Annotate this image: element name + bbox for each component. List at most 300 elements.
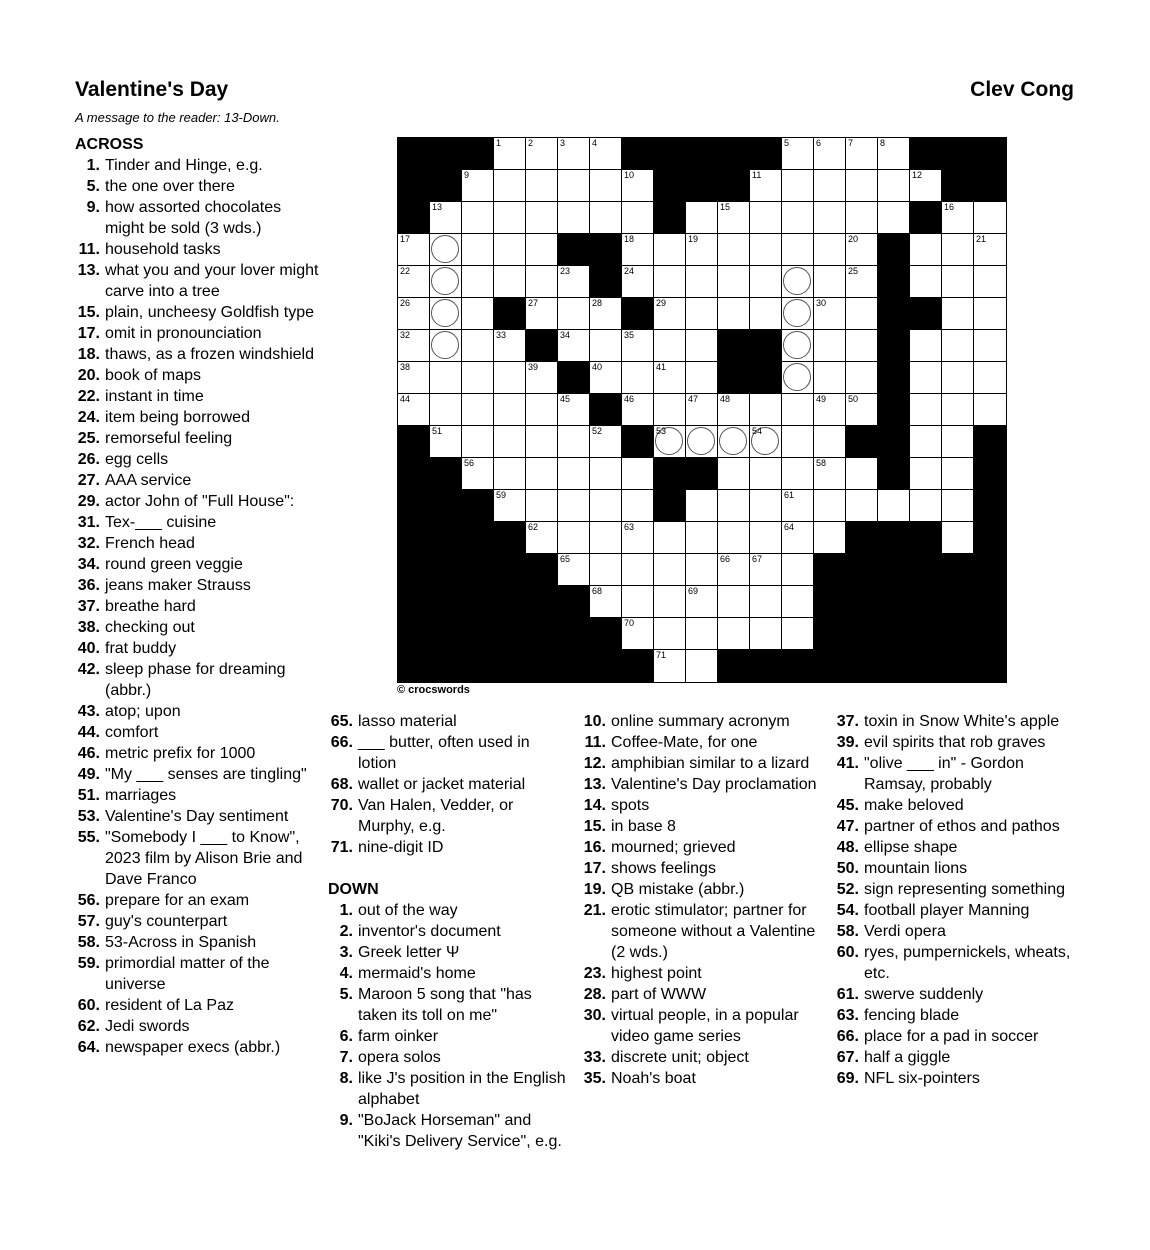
grid-cell[interactable] bbox=[494, 330, 526, 362]
grid-cell[interactable] bbox=[654, 522, 686, 554]
cell-number: 20 bbox=[848, 234, 859, 244]
grid-cell[interactable] bbox=[494, 266, 526, 298]
grid-cell[interactable] bbox=[878, 170, 910, 202]
clue-text: place for a pad in soccer bbox=[864, 1028, 1039, 1045]
grid-cell[interactable] bbox=[750, 298, 782, 330]
grid-cell[interactable] bbox=[430, 362, 462, 394]
grid-cell[interactable] bbox=[590, 426, 622, 458]
grid-cell[interactable] bbox=[654, 650, 686, 682]
cell-number: 5 bbox=[784, 138, 790, 148]
grid-cell[interactable] bbox=[590, 490, 622, 522]
grid-cell[interactable] bbox=[654, 266, 686, 298]
circle-marker bbox=[431, 235, 459, 263]
clue-item bbox=[834, 753, 1079, 795]
grid-cell[interactable] bbox=[686, 394, 718, 426]
grid-cell[interactable] bbox=[558, 202, 590, 234]
grid-cell[interactable] bbox=[430, 330, 462, 362]
grid-cell[interactable] bbox=[782, 394, 814, 426]
cell-number: 15 bbox=[720, 202, 731, 212]
grid-cell[interactable] bbox=[910, 490, 942, 522]
grid-cell[interactable] bbox=[814, 138, 846, 170]
grid-cell[interactable] bbox=[590, 138, 622, 170]
grid-cell[interactable] bbox=[974, 394, 1006, 426]
grid-cell[interactable] bbox=[942, 490, 974, 522]
grid-cell[interactable] bbox=[750, 266, 782, 298]
grid-cell[interactable] bbox=[750, 586, 782, 618]
grid-cell[interactable] bbox=[750, 618, 782, 650]
clue-item bbox=[834, 1026, 1079, 1047]
clue-item bbox=[581, 879, 821, 900]
grid-cell[interactable] bbox=[590, 170, 622, 202]
grid-cell[interactable] bbox=[590, 362, 622, 394]
cell-number: 4 bbox=[592, 138, 598, 148]
grid-cell[interactable] bbox=[782, 522, 814, 554]
grid-cell[interactable] bbox=[686, 298, 718, 330]
grid-cell[interactable] bbox=[782, 586, 814, 618]
grid-cell[interactable] bbox=[654, 426, 686, 458]
grid-cell[interactable] bbox=[462, 170, 494, 202]
black-square bbox=[846, 586, 878, 618]
grid-cell[interactable] bbox=[878, 490, 910, 522]
black-square bbox=[686, 170, 718, 202]
grid-cell[interactable] bbox=[590, 554, 622, 586]
grid-cell[interactable] bbox=[622, 202, 654, 234]
clue-text: farm oinker bbox=[358, 1028, 439, 1045]
black-square bbox=[526, 554, 558, 586]
cell-number: 40 bbox=[592, 362, 603, 372]
grid-cell[interactable] bbox=[494, 202, 526, 234]
black-square bbox=[910, 586, 942, 618]
grid-cell[interactable] bbox=[430, 426, 462, 458]
grid-cell[interactable] bbox=[590, 586, 622, 618]
grid-cell[interactable] bbox=[686, 234, 718, 266]
grid-cell[interactable] bbox=[590, 458, 622, 490]
grid-cell[interactable] bbox=[718, 426, 750, 458]
black-square bbox=[878, 298, 910, 330]
grid-cell[interactable] bbox=[654, 394, 686, 426]
grid-cell[interactable] bbox=[718, 458, 750, 490]
grid-cell[interactable] bbox=[558, 330, 590, 362]
grid-cell[interactable] bbox=[558, 394, 590, 426]
grid-cell[interactable] bbox=[526, 458, 558, 490]
black-square bbox=[398, 522, 430, 554]
grid-cell[interactable] bbox=[686, 362, 718, 394]
grid-cell[interactable] bbox=[718, 522, 750, 554]
grid-cell[interactable] bbox=[750, 170, 782, 202]
clue-item bbox=[834, 816, 1079, 837]
circle-marker bbox=[431, 299, 459, 327]
grid-cell[interactable] bbox=[974, 298, 1006, 330]
grid-cell[interactable] bbox=[686, 650, 718, 682]
grid-cell[interactable] bbox=[398, 394, 430, 426]
grid-cell[interactable] bbox=[590, 202, 622, 234]
clue-number: 13. bbox=[583, 776, 606, 793]
black-square bbox=[398, 618, 430, 650]
grid-cell[interactable] bbox=[558, 522, 590, 554]
grid-cell[interactable] bbox=[558, 138, 590, 170]
grid-cell[interactable] bbox=[622, 586, 654, 618]
clue-text: marriages bbox=[105, 787, 177, 804]
clue-list bbox=[581, 711, 821, 1089]
grid-cell[interactable] bbox=[718, 618, 750, 650]
grid-cell[interactable] bbox=[558, 426, 590, 458]
grid-cell[interactable] bbox=[526, 490, 558, 522]
clue-item bbox=[328, 921, 568, 942]
grid-cell[interactable] bbox=[494, 234, 526, 266]
grid-cell[interactable] bbox=[846, 362, 878, 394]
grid-cell[interactable] bbox=[846, 202, 878, 234]
clue-text: QB mistake (abbr.) bbox=[611, 881, 745, 898]
grid-cell[interactable] bbox=[462, 234, 494, 266]
grid-cell[interactable] bbox=[526, 522, 558, 554]
clue-text: Maroon 5 song that "has taken its toll on me" bbox=[358, 986, 532, 1024]
black-square bbox=[494, 618, 526, 650]
clue-text: how assorted chocolates might be sold (3 wds.) bbox=[105, 199, 282, 237]
grid-cell[interactable] bbox=[846, 298, 878, 330]
spacer bbox=[328, 858, 568, 879]
black-square bbox=[398, 554, 430, 586]
clue-text: ___ butter, often used in lotion bbox=[358, 734, 530, 772]
black-square bbox=[686, 138, 718, 170]
black-square bbox=[910, 298, 942, 330]
grid-cell[interactable] bbox=[494, 458, 526, 490]
grid-cell[interactable] bbox=[782, 202, 814, 234]
clue-item bbox=[75, 806, 320, 827]
black-square bbox=[942, 170, 974, 202]
black-square bbox=[878, 234, 910, 266]
grid-cell[interactable] bbox=[622, 618, 654, 650]
clue-text: "My ___ senses are tingling" bbox=[105, 766, 307, 783]
grid-cell[interactable] bbox=[814, 266, 846, 298]
clue-number: 46. bbox=[77, 745, 100, 762]
grid-cell[interactable] bbox=[718, 586, 750, 618]
black-square bbox=[718, 650, 750, 682]
grid-cell[interactable] bbox=[846, 170, 878, 202]
grid-cell[interactable] bbox=[558, 170, 590, 202]
clue-item bbox=[581, 753, 821, 774]
grid-cell[interactable] bbox=[782, 618, 814, 650]
grid-cell[interactable] bbox=[750, 522, 782, 554]
grid-cell[interactable] bbox=[430, 298, 462, 330]
grid-cell[interactable] bbox=[846, 490, 878, 522]
clue-text: egg cells bbox=[105, 451, 169, 468]
grid-cell[interactable] bbox=[494, 426, 526, 458]
grid-cell[interactable] bbox=[462, 426, 494, 458]
grid-cell[interactable] bbox=[878, 202, 910, 234]
grid-cell[interactable] bbox=[782, 426, 814, 458]
grid-cell[interactable] bbox=[430, 266, 462, 298]
grid-cell[interactable] bbox=[942, 522, 974, 554]
cell-number: 13 bbox=[432, 202, 443, 212]
clue-number: 62. bbox=[77, 1018, 100, 1035]
grid-cell[interactable] bbox=[622, 458, 654, 490]
black-square bbox=[878, 522, 910, 554]
grid-cell[interactable] bbox=[686, 586, 718, 618]
black-square bbox=[398, 586, 430, 618]
cell-number: 70 bbox=[624, 618, 635, 628]
cell-number: 23 bbox=[560, 266, 571, 276]
grid-cell[interactable] bbox=[494, 362, 526, 394]
grid-cell[interactable] bbox=[782, 554, 814, 586]
grid-cell[interactable] bbox=[910, 234, 942, 266]
grid-cell[interactable] bbox=[750, 426, 782, 458]
grid-cell[interactable] bbox=[718, 298, 750, 330]
grid-cell[interactable] bbox=[974, 234, 1006, 266]
grid-cell[interactable] bbox=[718, 234, 750, 266]
grid-cell[interactable] bbox=[622, 170, 654, 202]
grid-cell[interactable] bbox=[814, 170, 846, 202]
grid-cell[interactable] bbox=[942, 298, 974, 330]
grid-cell[interactable] bbox=[718, 202, 750, 234]
grid-cell[interactable] bbox=[462, 266, 494, 298]
grid-cell[interactable] bbox=[814, 362, 846, 394]
black-square bbox=[654, 138, 686, 170]
clue-number: 6. bbox=[339, 1028, 353, 1045]
cell-number: 52 bbox=[592, 426, 603, 436]
clue-item bbox=[75, 554, 320, 575]
black-square bbox=[846, 650, 878, 682]
grid-cell[interactable] bbox=[814, 298, 846, 330]
grid-cell[interactable] bbox=[750, 202, 782, 234]
grid-cell[interactable] bbox=[494, 394, 526, 426]
crossword-grid[interactable] bbox=[397, 137, 1007, 683]
grid-cell[interactable] bbox=[590, 298, 622, 330]
grid-cell[interactable] bbox=[942, 234, 974, 266]
clue-text: "BoJack Horseman" and "Kiki's Delivery Service", e.g. bbox=[358, 1112, 562, 1150]
cell-number: 19 bbox=[688, 234, 699, 244]
cell-number: 37 bbox=[880, 330, 891, 340]
subtitle: A message to the reader: 13-Down. bbox=[75, 110, 280, 125]
grid-cell[interactable] bbox=[942, 266, 974, 298]
grid-cell[interactable] bbox=[846, 458, 878, 490]
grid-cell[interactable] bbox=[526, 266, 558, 298]
grid-cell[interactable] bbox=[718, 490, 750, 522]
grid-cell[interactable] bbox=[526, 394, 558, 426]
cell-number: 51 bbox=[432, 426, 443, 436]
clue-item bbox=[75, 827, 320, 890]
grid-cell[interactable] bbox=[942, 330, 974, 362]
grid-cell[interactable] bbox=[558, 458, 590, 490]
grid-cell[interactable] bbox=[782, 266, 814, 298]
grid-cell[interactable] bbox=[686, 554, 718, 586]
grid-cell[interactable] bbox=[654, 234, 686, 266]
clue-text: shows feelings bbox=[611, 860, 716, 877]
grid-cell[interactable] bbox=[846, 330, 878, 362]
grid-cell[interactable] bbox=[526, 426, 558, 458]
black-square bbox=[846, 426, 878, 458]
grid-cell[interactable] bbox=[974, 266, 1006, 298]
grid-cell[interactable] bbox=[526, 138, 558, 170]
grid-cell[interactable] bbox=[430, 202, 462, 234]
black-square bbox=[686, 458, 718, 490]
grid-cell[interactable] bbox=[942, 362, 974, 394]
grid-cell[interactable] bbox=[814, 234, 846, 266]
grid-cell[interactable] bbox=[750, 490, 782, 522]
grid-cell[interactable] bbox=[398, 330, 430, 362]
grid-cell[interactable] bbox=[590, 330, 622, 362]
grid-cell[interactable] bbox=[782, 330, 814, 362]
grid-cell[interactable] bbox=[686, 266, 718, 298]
clue-number: 53. bbox=[77, 808, 100, 825]
clue-number: 43. bbox=[77, 703, 100, 720]
grid-cell[interactable] bbox=[846, 138, 878, 170]
clue-text: football player Manning bbox=[864, 902, 1030, 919]
grid-cell[interactable] bbox=[654, 330, 686, 362]
clue-item bbox=[834, 1005, 1079, 1026]
cell-number: 58 bbox=[816, 458, 827, 468]
clue-text: highest point bbox=[611, 965, 702, 982]
clue-number: 17. bbox=[77, 325, 100, 342]
grid-cell[interactable] bbox=[462, 362, 494, 394]
grid-cell[interactable] bbox=[878, 138, 910, 170]
clue-text: Tinder and Hinge, e.g. bbox=[105, 157, 263, 174]
clue-item bbox=[75, 155, 320, 176]
grid-cell[interactable] bbox=[494, 490, 526, 522]
grid-cell[interactable] bbox=[974, 362, 1006, 394]
grid-cell[interactable] bbox=[910, 266, 942, 298]
grid-cell[interactable] bbox=[750, 234, 782, 266]
black-square bbox=[622, 298, 654, 330]
grid-cell[interactable] bbox=[782, 298, 814, 330]
grid-cell[interactable] bbox=[686, 330, 718, 362]
grid-cell[interactable] bbox=[846, 266, 878, 298]
grid-cell[interactable] bbox=[718, 554, 750, 586]
clue-list bbox=[75, 155, 320, 1058]
cell-number: 11 bbox=[752, 170, 762, 180]
grid-cell[interactable] bbox=[398, 234, 430, 266]
cell-number: 63 bbox=[624, 522, 635, 532]
grid-cell[interactable] bbox=[910, 362, 942, 394]
grid-cell[interactable] bbox=[782, 362, 814, 394]
grid-cell[interactable] bbox=[782, 170, 814, 202]
clue-item bbox=[75, 449, 320, 470]
grid-cell[interactable] bbox=[526, 298, 558, 330]
grid-cell[interactable] bbox=[942, 202, 974, 234]
grid-cell[interactable] bbox=[910, 330, 942, 362]
grid-cell[interactable] bbox=[558, 298, 590, 330]
grid-cell[interactable] bbox=[910, 458, 942, 490]
grid-cell[interactable] bbox=[814, 458, 846, 490]
clue-item bbox=[75, 1037, 320, 1058]
cell-number: 18 bbox=[624, 234, 635, 244]
grid-cell[interactable] bbox=[654, 362, 686, 394]
grid-cell[interactable] bbox=[942, 426, 974, 458]
grid-cell[interactable] bbox=[686, 490, 718, 522]
grid-cell[interactable] bbox=[942, 458, 974, 490]
grid-cell[interactable] bbox=[622, 330, 654, 362]
grid-cell[interactable] bbox=[558, 266, 590, 298]
grid-cell[interactable] bbox=[526, 234, 558, 266]
grid-cell[interactable] bbox=[622, 522, 654, 554]
grid-cell[interactable] bbox=[462, 330, 494, 362]
grid-cell[interactable] bbox=[910, 170, 942, 202]
grid-cell[interactable] bbox=[750, 394, 782, 426]
grid-cell[interactable] bbox=[910, 394, 942, 426]
grid-cell[interactable] bbox=[814, 522, 846, 554]
grid-cell[interactable] bbox=[622, 362, 654, 394]
grid-cell[interactable] bbox=[654, 554, 686, 586]
clue-item bbox=[328, 774, 568, 795]
cell-number: 57 bbox=[688, 458, 699, 468]
grid-cell[interactable] bbox=[398, 298, 430, 330]
grid-cell[interactable] bbox=[686, 426, 718, 458]
grid-cell[interactable] bbox=[622, 554, 654, 586]
grid-cell[interactable] bbox=[558, 554, 590, 586]
grid-cell[interactable] bbox=[526, 202, 558, 234]
grid-cell[interactable] bbox=[718, 266, 750, 298]
grid-cell[interactable] bbox=[462, 394, 494, 426]
grid-cell[interactable] bbox=[814, 426, 846, 458]
grid-cell[interactable] bbox=[750, 554, 782, 586]
grid-cell[interactable] bbox=[398, 362, 430, 394]
grid-cell[interactable] bbox=[462, 458, 494, 490]
grid-cell[interactable] bbox=[526, 170, 558, 202]
grid-cell[interactable] bbox=[974, 202, 1006, 234]
clue-text: half a giggle bbox=[864, 1049, 951, 1066]
grid-cell[interactable] bbox=[398, 266, 430, 298]
grid-cell[interactable] bbox=[814, 394, 846, 426]
copyright-notice: © crocswords bbox=[397, 684, 470, 696]
cell-number: 24 bbox=[624, 266, 635, 276]
grid-cell[interactable] bbox=[430, 234, 462, 266]
clue-item bbox=[75, 239, 320, 260]
grid-cell[interactable] bbox=[430, 394, 462, 426]
grid-cell[interactable] bbox=[686, 618, 718, 650]
grid-cell[interactable] bbox=[462, 202, 494, 234]
grid-cell[interactable] bbox=[494, 138, 526, 170]
grid-cell[interactable] bbox=[846, 234, 878, 266]
clue-item bbox=[834, 1047, 1079, 1068]
grid-cell[interactable] bbox=[814, 490, 846, 522]
grid-cell[interactable] bbox=[846, 394, 878, 426]
grid-cell[interactable] bbox=[782, 458, 814, 490]
grid-cell[interactable] bbox=[942, 394, 974, 426]
grid-cell[interactable] bbox=[974, 330, 1006, 362]
grid-cell[interactable] bbox=[494, 170, 526, 202]
grid-cell[interactable] bbox=[750, 458, 782, 490]
grid-cell[interactable] bbox=[782, 138, 814, 170]
black-square bbox=[942, 138, 974, 170]
grid-cell[interactable] bbox=[558, 490, 590, 522]
grid-cell[interactable] bbox=[462, 298, 494, 330]
clue-text: inventor's document bbox=[358, 923, 501, 940]
grid-cell[interactable] bbox=[590, 522, 622, 554]
clue-number: 11. bbox=[78, 241, 100, 258]
grid-cell[interactable] bbox=[814, 330, 846, 362]
cell-number: 67 bbox=[752, 554, 763, 564]
clue-item bbox=[328, 795, 568, 837]
grid-cell[interactable] bbox=[622, 266, 654, 298]
grid-cell[interactable] bbox=[686, 522, 718, 554]
grid-cell[interactable] bbox=[910, 426, 942, 458]
grid-cell[interactable] bbox=[654, 298, 686, 330]
grid-cell[interactable] bbox=[622, 394, 654, 426]
clue-text: frat buddy bbox=[105, 640, 177, 657]
cell-number: 54 bbox=[752, 426, 763, 436]
grid-cell[interactable] bbox=[622, 234, 654, 266]
grid-cell[interactable] bbox=[686, 202, 718, 234]
grid-cell[interactable] bbox=[718, 394, 750, 426]
grid-cell[interactable] bbox=[622, 490, 654, 522]
clue-number: 1. bbox=[86, 157, 100, 174]
grid-cell[interactable] bbox=[782, 490, 814, 522]
grid-cell[interactable] bbox=[814, 202, 846, 234]
grid-cell[interactable] bbox=[526, 362, 558, 394]
grid-cell[interactable] bbox=[782, 234, 814, 266]
grid-cell[interactable] bbox=[654, 586, 686, 618]
black-square bbox=[878, 458, 910, 490]
grid-cell[interactable] bbox=[654, 618, 686, 650]
